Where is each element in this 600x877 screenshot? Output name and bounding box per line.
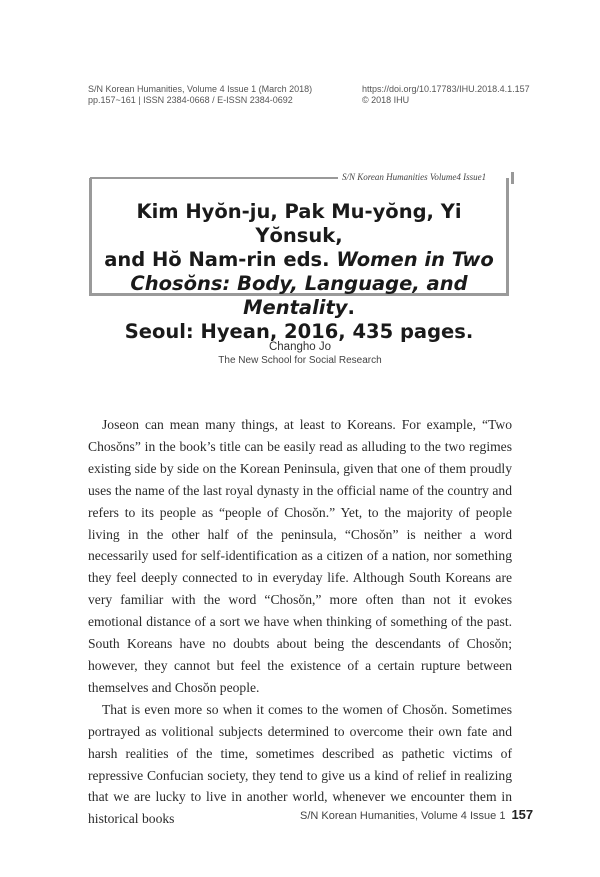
author-affiliation: The New School for Social Research [218,355,382,366]
tag-rule-end [511,172,514,184]
title-line-1: Kim Hyŏn-ju, Pak Mu-yŏng, Yi Yŏnsuk, [136,200,462,247]
title-line-2-plain: and Hŏ Nam-rin eds. [104,248,337,271]
page-number: 157 [511,807,534,822]
page-footer [300,807,534,822]
header-journal-issue: S/N Korean Humanities, Volume 4 Issue 1 (March 2018) [88,84,313,94]
title-line-3 [92,272,506,320]
title-line-4: Seoul: Hyean, 2016, 435 pages. [124,320,474,343]
header-doi-link[interactable]: https://doi.org/10.17783/IHU.2018.4.1.157 [362,84,530,94]
header-issn: pp.157~161 | ISSN 2384-0668 / E-ISSN 2384-0692 [88,95,293,105]
article-title [92,200,506,344]
title-line-2 [92,248,506,272]
author-name: Changho Jo [268,341,332,353]
paragraph-1: Joseon can mean many things, at least to Koreans. For example, “Two Chosŏns” in the book’s title can be easily read as alluding to the two regimes existing side by side on the Korean Peninsula, given that one of them proudly uses the name of the last royal dynasty in the official name of the country and refers to its people as “people of Chosŏn.” Yet, to the majority of people living in the other half of the peninsula, “Chosŏn” is neither a word necessarily used for self-identification as a citizen of a nation, nor something they feel deeply connected to in everyday life. Although South Koreans are very familiar with the word “Chosŏn,” more often than not it evokes emotional distance of a sort we have when thinking of something of the past. South Koreans have no doubts about being the descendants of Chosŏn; however, they cannot but feel the existence of a certain rupture between themselves and Chosŏn people. [88,417,512,695]
title-line-2-italic: Women in Two [336,248,494,271]
footer-journal: S/N Korean Humanities, Volume 4 Issue 1 [300,810,506,822]
title-box [89,178,509,343]
header-citation [88,84,312,106]
header-doi-block [362,84,530,106]
article-body [88,414,512,830]
title-line-3-italic: Chosŏns: Body, Language, and Mentality [130,272,468,319]
title-line-3-plain: . [347,296,355,319]
header-copyright: © 2018 IHU [362,95,410,105]
paragraph-2: That is even more so when it comes to the women of Chosŏn. Sometimes portrayed as volitional subjects determined to overcome their own fate and harsh realities of the time, sometimes described as pathetic victims of repressive Confucian society, they tend to give us a kind of relief in realizing that we are lucky to live in another world, whenever we encounter them in historical books [88,701,512,827]
journal-tag-text: S/N Korean Humanities Volume4 Issue1 [342,172,487,182]
